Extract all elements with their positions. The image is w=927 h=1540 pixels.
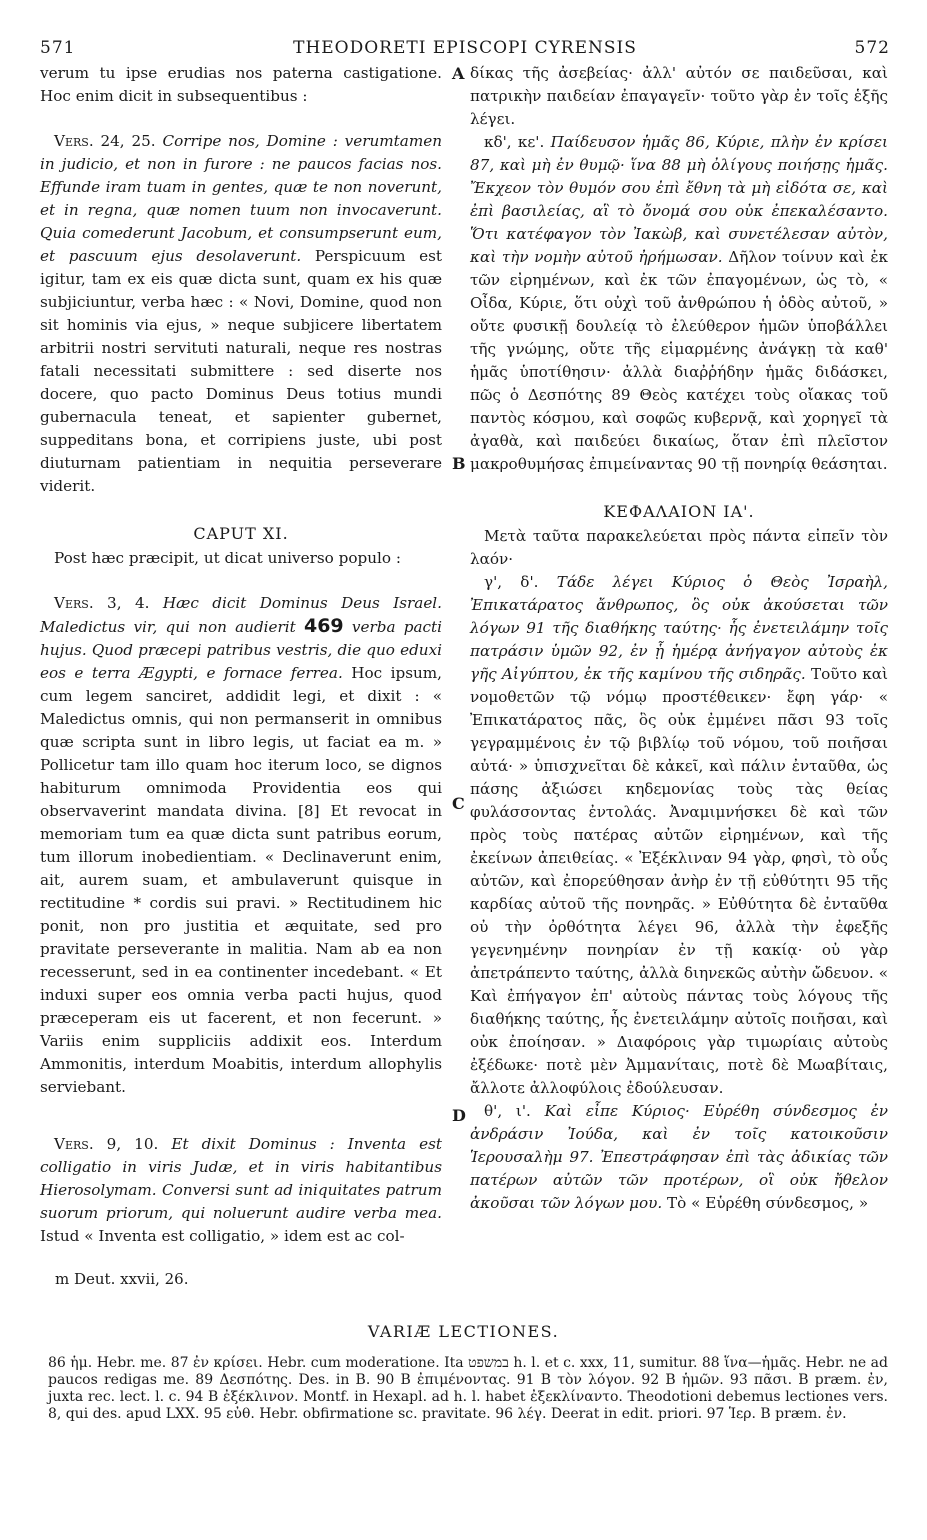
verse-text: Hæc dicit Dominus Deus Israel. Maledictus vir, qui non audierit: [40, 594, 442, 636]
kephalaion-heading: ΚΕΦΑΛΑΙΟΝ ΙΑ'.: [603, 502, 755, 521]
variae-lectiones-title: VARIÆ LECTIONES.: [367, 1322, 560, 1341]
verse-ref: Vers. 3, 4.: [54, 594, 150, 612]
column-number: 469: [303, 615, 344, 637]
latin-verse-24: [40, 130, 442, 498]
greek-verse-3: [470, 571, 888, 1100]
verse-ref: γ', δ'.: [484, 573, 539, 591]
verse-text: verba pacti hujus. Quod præcepi patribus vestris, die quo eduxi eos e terra Ægypti, e fornace ferrea.: [40, 618, 442, 682]
greek-verse-9: [470, 1100, 888, 1215]
margin-letter-a: A: [452, 64, 465, 83]
caput-intro: Post hæc præcipit, ut dicat universo populo :: [54, 549, 401, 567]
latin-verse-9: [40, 1133, 442, 1248]
latin-verse-3: [40, 592, 442, 1099]
commentary-text: Istud « Inventa est colligatio, » idem est ac col-: [40, 1227, 405, 1245]
variae-lectiones-text: 86 ἡμ. Hebr. me. 87 ἐν κρίσει. Hebr. cum moderatione. Ita במשפט h. l. et c. xxx, 11, sumitur. 88 ἵνα—ἡμᾶς. Hebr. ne ad paucos redigas me. 89 Δεσπότης. Des. in B. 90 B ἐπιμένοντας. 91 B τὸν λόγον. 92 B ἡμῶν. 93 πᾶσι. B præm. ἐν, juxta rec. lect. l. c. 94 B ἐξέκλινον. Montf. in Hexapl. ad h. l. habet ἐξεκλίναντο. Theodotioni debemus lectiones vers. 8, qui des. apud LXX. 95 εὐθ. Hebr. obfirmatione sc. pravitate. 96 λέγ. Deerat in edit. priori. 97 Ἱερ. B præm. ἐν.: [48, 1355, 888, 1422]
commentary-text: Δῆλον τοίνυν καὶ ἐκ τῶν εἰρημένων, καὶ ἐκ τῶν ἐπαγομένων, ὡς τὸ, « Οἶδα, Κύριε, ὅτι οὐχὶ τοῦ ἀνθρώπου ἡ ὁδὸς αὐτοῦ, » οὔτε φυσικῇ δουλείᾳ τὸ ἐλεύθερον ἡμῶν ὑποβάλλει τῆς γνώμης, οὔτε τῆς εἱμαρμένης ἀνάγκῃ τὰ καθ' ἡμᾶς ὑποτίθησιν· ἀλλὰ διαῤῥήδην ἡμᾶς διδάσκει, πῶς ὁ Δεσπότης 89 Θεὸς κατέχει τοὺς οἴακας τοῦ παντὸς κόσμου, καὶ σοφῶς κυβερνᾷ, καὶ χορηγεῖ τὰ ἀγαθὰ, καὶ παιδεύει δικαίως, ὅταν ἐπὶ πλεῖστον μακροθυμήσας ἐπιμείναντας 90 τῇ πονηρίᾳ θεάσηται.: [470, 248, 888, 473]
latin-column: [40, 62, 442, 1248]
verse-text: Καὶ εἶπε Κύριος· Εὑρέθη σύνδεσμος ἐν ἀνδράσιν Ἰούδα, καὶ ἐν τοῖς κατοικοῦσιν Ἱερουσαλὴμ 97. Ἐπεστράφησαν ἐπὶ τὰς ἀδικίας τῶν πατέρων αὐτῶν τῶν προτέρων, οἳ οὐκ ἤθελον ἀκοῦσαι τῶν λόγων μου.: [470, 1102, 888, 1212]
running-header: [40, 38, 890, 62]
page-number-left: 571: [40, 38, 76, 58]
margin-letter-d: D: [452, 1106, 466, 1125]
kephalaion-intro: Μετὰ ταῦτα παρακελεύεται πρὸς πάντα εἰπεῖν τὸν λαόν·: [470, 527, 888, 568]
caput-heading: CAPUT XI.: [193, 524, 289, 543]
commentary-text: Τοῦτο καὶ νομοθετῶν τῷ νόμῳ προστέθεικεν· ἔφη γάρ· « Ἐπικατάρατος πᾶς, ὃς οὐκ ἐμμένει πᾶσι 93 τοῖς γεγραμμένοις ἐν τῷ βιβλίῳ τοῦ νόμου, τοῦ ποιῆσαι αὐτά· » ὑπισχνεῖται δὲ κἀκεῖ, καὶ πάλιν ἐνταῦθα, ὡς πάσης ἀξιώσει κηδεμονίας τοὺς τὰς θείας φυλάσσοντας ἐντολάς. Ἀναμιμνήσκει δὲ καὶ τῶν πρὸς τοὺς πατέρας αὐτῶν εἰρημένων, καὶ τῆς ἐκείνων ἀπειθείας. « Ἐξέκλιναν 94 γὰρ, φησὶ, τὸ οὖς αὐτῶν, καὶ ἐπορεύθησαν ἀνὴρ ἐν τῇ εὐθύτητι 95 τῆς καρδίας αὐτοῦ τῆς πονηρᾶς. » Εὐθύτητα δὲ ἐνταῦθα οὐ τὴν ὀρθότητα λέγει 96, ἀλλὰ τὴν ἐφεξῆς γεγενημένην πονηρίαν ἐν τῇ κακίᾳ· οὐ γὰρ ἀπετράπεντο ταύτης, ἀλλὰ διηνεκῶς αὐτὴν ὤδευον. « Καὶ ἐπήγαγον ἐπ' αὐτοὺς πάντας τοὺς λόγους τῆς διαθήκης ταύτης, ἧς ἐνετειλάμην αὐτοῖς ποιῆσαι, καὶ οὐκ ἐποίησαν. » Διαφόροις γὰρ τιμωρίαις αὐτοὺς ἐξέδωκε· ποτὲ μὲν Ἀμμανίταις, ποτὲ δὲ Μωαβίταις, ἄλλοτε ἀλλοφύλοις ἐδούλευσαν.: [470, 665, 888, 1097]
verse-text: Corripe nos, Domine : verumtamen in judicio, et non in furore : ne paucos facias nos. Effunde iram tuam in gentes, quæ te non noverunt, et in regna, quæ nomen tuum non invocaverunt. Quia comederunt Jacobum, et consumpserunt eum, et pascuum ejus desolaverunt.: [40, 132, 443, 265]
page-number-right: 572: [854, 38, 890, 58]
greek-column: [470, 62, 888, 1215]
verse-text: Et dixit Dominus : Inventa est colligatio in viris Judæ, et in viris habitantibus Hierosolymam. Conversi sunt ad iniquitates patrum suorum priorum, qui noluerunt audire verba mea.: [40, 1135, 443, 1222]
verse-text: Παίδευσον ἡμᾶς 86, Κύριε, πλὴν ἐν κρίσει 87, καὶ μὴ ἐν θυμῷ· ἵνα 88 μὴ ὀλίγους ποιήσῃς ἡμᾶς. Ἔκχεον τὸν θυμόν σου ἐπὶ ἔθνη τὰ μὴ εἰδότα σε, καὶ ἐπὶ βασιλείας, αἳ τὸ ὄνομά σου οὐκ ἐπεκαλέσαντο. Ὅτι κατέφαγον τὸν Ἰακὼβ, καὶ συνετέλεσαν αὐτὸν, καὶ τὴν νομὴν αὐτοῦ ἠρήμωσαν.: [470, 133, 888, 266]
verse-ref: Vers. 9, 10.: [54, 1135, 159, 1153]
margin-letter-c: C: [452, 794, 465, 813]
commentary-text: Τὸ « Εὑρέθη σύνδεσμος, »: [662, 1194, 869, 1212]
greek-verse-24: [470, 131, 888, 476]
commentary-text: Hoc ipsum, cum legem sanciret, addidit legi, et dixit : « Maledictus omnis, qui non permanserit in omnibus quæ scripta sunt in libro legis, ut faciat ea m. » Pollicetur tam illo quam hoc iterum loco, se dignos habiturum omnimoda Providentia eos qui observaverint mandata divina. [8] Et revocat in memoriam tum ea quæ dicta sunt patribus eorum, tum illorum inobedientiam. « Declinaverunt enim, ait, aurem suam, et ambulaverunt quisque in rectitudine * cordis sui pravi. » Rectitudinem hic ponit, non pro justitia et æquitate, sed pro pravitate perseverante in malitia. Nam ab ea non recesserunt, sed in ea continenter incedebant. « Et induxi super eos omnia verba pacti hujus, quod præceperam eis ut facerent, et non fecerunt. » Variis enim suppliciis addixit eos. Interdum Ammonitis, interdum Moabitis, interdum allophylis serviebant.: [40, 664, 443, 1096]
latin-paragraph: verum tu ipse erudias nos paterna castigatione. Hoc enim dicit in subsequentibus :: [40, 64, 442, 105]
verse-ref: Vers. 24, 25.: [54, 132, 156, 150]
variae-lectiones: [48, 1355, 888, 1423]
running-title: THEODORETI EPISCOPI CYRENSIS: [293, 38, 637, 58]
footnote: m Deut. xxvii, 26.: [55, 1270, 189, 1288]
greek-paragraph: δίκας τῆς ἀσεβείας· ἀλλ' αὐτόν σε παιδεῦσαι, καὶ πατρικὴν παιδείαν ἐπαγαγεῖν· τοῦτο γὰρ ἐν τοῖς ἑξῆς λέγει.: [470, 64, 888, 128]
verse-ref: θ', ι'.: [484, 1102, 531, 1120]
commentary-text: Perspicuum est igitur, tam ex eis quæ dicta sunt, quam ex his quæ subjiciuntur, verba hæc : « Novi, Domine, quod non sit hominis via ejus, » neque subjicere libertatem arbitrii nostri servituti naturali, neque res nostras fatali necessitati submittere : sed diserte nos docere, quo pacto Dominus Deus totius mundi gubernacula teneat, et sapienter gubernet, suppeditans bona, et corripiens juste, ubi post diuturnam patientiam in nequitia perseverare viderit.: [40, 247, 442, 495]
verse-ref: κδ', κε'.: [484, 133, 545, 151]
verse-text: Τάδε λέγει Κύριος ὁ Θεὸς Ἰσραὴλ, Ἐπικατάρατος ἄνθρωπος, ὃς οὐκ ἀκούσεται τῶν λόγων 91 τῆς διαθήκης ταύτης· ἧς ἐνετειλάμην τοῖς πατράσιν ὑμῶν 92, ἐν ᾗ ἡμέρᾳ ἀνήγαγον αὐτοὺς ἐκ γῆς Αἰγύπτου, ἐκ τῆς καμίνου τῆς σιδηρᾶς.: [470, 573, 888, 683]
margin-letter-b: B: [452, 454, 466, 473]
